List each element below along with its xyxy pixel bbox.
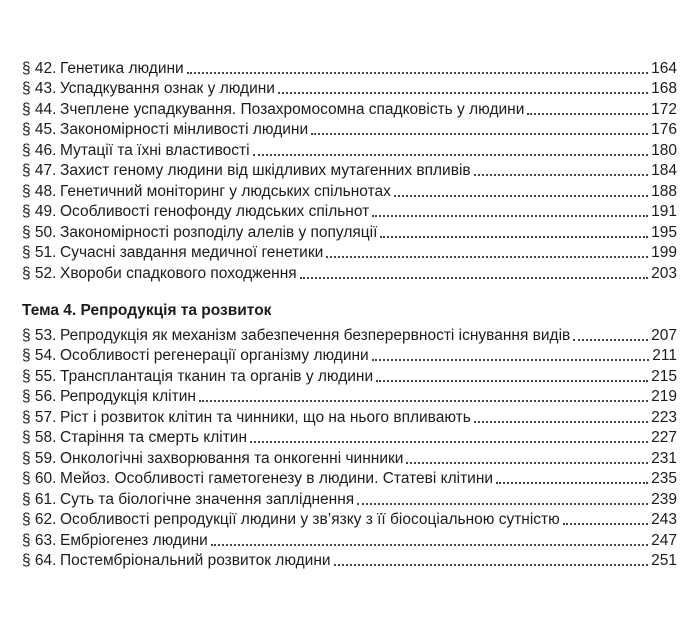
entry-page-number: 203 — [651, 264, 677, 282]
entry-page-number: 164 — [651, 59, 677, 77]
entry-page-number: 215 — [651, 367, 677, 385]
dot-leader — [199, 400, 648, 402]
entry-number: § 64. — [22, 552, 57, 569]
entry-number: § 61. — [22, 490, 57, 508]
entry-page-number: 247 — [651, 531, 677, 549]
entry-title: Мейоз. Особливості гаметогенезу в людини. Статеві клітини — [60, 470, 494, 487]
toc-entry — [22, 510, 677, 531]
toc-entry — [22, 387, 677, 408]
toc-entry — [22, 489, 677, 510]
entry-number: § 51. — [22, 244, 57, 261]
toc-entry — [22, 202, 677, 223]
entry-title: Ріст і розвиток клітин та чинники, що на нього впливають — [60, 408, 471, 426]
entry-title: Мутації та їхні властивості — [60, 141, 250, 159]
entry-title: Зчеплене успадкування. Позахромосомна спадковість у людини — [60, 100, 525, 118]
toc-entry — [22, 366, 677, 387]
toc-entry — [22, 551, 677, 572]
entry-title: Ембріогенез людини — [60, 531, 208, 549]
entry-page-number: 191 — [651, 203, 677, 220]
entry-number: § 60. — [22, 470, 57, 487]
entry-number: § 47. — [22, 162, 57, 179]
toc-entry — [22, 530, 677, 551]
entry-number: § 55. — [22, 367, 57, 385]
entry-page-number: 184 — [651, 162, 677, 179]
toc-entry — [22, 120, 677, 141]
entry-title: Успадкування ознак у людини — [60, 80, 275, 97]
entry-number: § 59. — [22, 449, 57, 467]
entry-page-number: 176 — [651, 121, 677, 138]
entry-page-number: 231 — [651, 449, 677, 467]
toc-entry — [22, 325, 677, 346]
entry-page-number: 211 — [652, 347, 677, 364]
entry-title: Особливості регенерації організму людини — [60, 347, 369, 364]
toc-entry — [22, 161, 677, 182]
entry-page-number: 227 — [651, 429, 677, 446]
dot-leader — [496, 482, 648, 484]
entry-number: § 54. — [22, 347, 57, 364]
entry-number: § 57. — [22, 408, 57, 426]
toc-entry — [22, 99, 677, 120]
dot-leader — [211, 544, 648, 546]
dot-leader — [394, 195, 648, 197]
dot-leader — [334, 564, 649, 566]
dot-leader — [563, 523, 648, 525]
entry-number: § 45. — [22, 121, 57, 138]
entry-title: Генетичний моніторинг у людських спільнотах — [60, 182, 391, 200]
entry-page-number: 239 — [651, 490, 677, 508]
dot-leader — [253, 154, 649, 156]
entry-page-number: 199 — [651, 244, 677, 261]
toc-entry — [22, 140, 677, 161]
dot-leader — [573, 339, 648, 341]
entry-page-number: 219 — [651, 388, 677, 405]
entry-number: § 48. — [22, 182, 57, 200]
section-heading: Тема 4. Репродукція та розвиток — [22, 302, 272, 319]
entry-page-number: 251 — [651, 552, 677, 569]
dot-leader — [326, 256, 648, 258]
entry-page-number: 168 — [651, 80, 677, 97]
dot-leader — [474, 421, 648, 423]
entry-number: § 63. — [22, 531, 57, 549]
toc-entry — [22, 407, 677, 428]
toc-entry — [22, 79, 677, 100]
entry-page-number: 235 — [651, 470, 677, 487]
entry-title: Закономірності мінливості людини — [60, 121, 309, 138]
entry-title: Сучасні завдання медичної генетики — [60, 244, 324, 261]
entry-page-number: 180 — [651, 141, 677, 159]
toc-entry — [22, 448, 677, 469]
toc-entry — [22, 222, 677, 243]
entry-number: § 62. — [22, 511, 57, 528]
dot-leader — [250, 441, 648, 443]
entry-title: Суть та біологічне значення запліднення — [60, 490, 355, 508]
entry-number: § 42. — [22, 59, 57, 77]
entry-title: Захист геному людини від шкідливих мутагенних впливів — [60, 162, 471, 179]
dot-leader — [376, 380, 648, 382]
entry-title: Онкологічні захворювання та онкогенні чинники — [60, 449, 404, 467]
dot-leader — [278, 92, 648, 94]
entry-number: § 49. — [22, 203, 57, 220]
dot-leader — [372, 359, 650, 361]
entry-page-number: 195 — [651, 223, 677, 241]
entry-number: § 46. — [22, 141, 57, 159]
entry-page-number: 223 — [651, 408, 677, 426]
dot-leader — [357, 503, 648, 505]
entry-title: Репродукція як механізм забезпечення безперервності існування видів — [60, 326, 571, 344]
toc-entry — [22, 243, 677, 264]
entry-number: § 56. — [22, 388, 57, 405]
entry-title: Трансплантація тканин та органів у людини — [60, 367, 374, 385]
toc-entry — [22, 58, 677, 79]
entry-number: § 44. — [22, 100, 57, 118]
dot-leader — [380, 236, 648, 238]
dot-leader — [372, 215, 648, 217]
entry-title: Постембріональний розвиток людини — [60, 552, 331, 569]
entry-page-number: 188 — [651, 182, 677, 200]
dot-leader — [474, 174, 649, 176]
entry-page-number: 207 — [651, 326, 677, 344]
entry-number: § 53. — [22, 326, 57, 344]
entry-title: Генетика людини — [60, 59, 184, 77]
entry-title: Особливості репродукції людини у зв’язку з її біосоціальною сутністю — [60, 511, 560, 528]
entry-title: Особливості генофонду людських спільнот — [60, 203, 370, 220]
toc-entry — [22, 469, 677, 490]
dot-leader — [406, 462, 648, 464]
entry-number: § 58. — [22, 429, 57, 446]
entry-title: Хвороби спадкового походження — [60, 264, 297, 282]
entry-page-number: 172 — [651, 100, 677, 118]
entry-page-number: 243 — [651, 511, 677, 528]
toc-entry — [22, 428, 677, 449]
toc-entry — [22, 263, 677, 284]
dot-leader — [187, 72, 648, 74]
dot-leader — [527, 113, 648, 115]
entry-number: § 43. — [22, 80, 57, 97]
toc-block-genetics — [22, 58, 677, 284]
dot-leader — [311, 133, 648, 135]
entry-title: Репродукція клітин — [60, 388, 196, 405]
dot-leader — [300, 277, 648, 279]
toc-block-reproduction — [22, 301, 677, 571]
toc-entry — [22, 346, 677, 367]
entry-number: § 50. — [22, 223, 57, 241]
entry-number: § 52. — [22, 264, 57, 282]
entry-title: Старіння та смерть клітин — [60, 429, 248, 446]
entry-title: Закономірності розподілу алелів у популяції — [60, 223, 378, 241]
toc-entry — [22, 181, 677, 202]
